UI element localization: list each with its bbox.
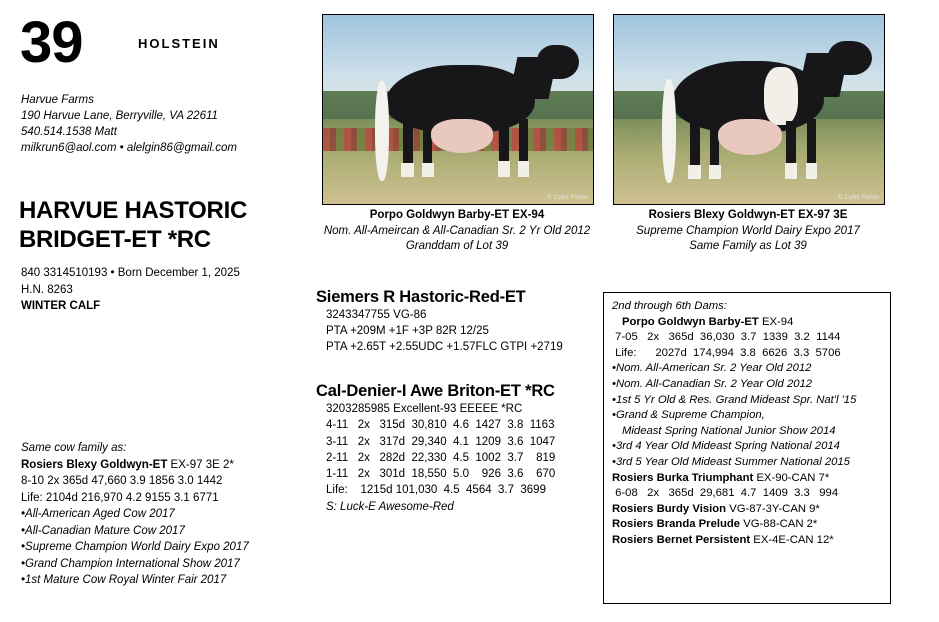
caption-name: Rosiers Blexy Goldwyn-ET EX-97 3E: [648, 209, 848, 221]
dam-entry-name-text: Porpo Goldwyn Barby-ET: [622, 315, 759, 328]
dams-box-header: 2nd through 6th Dams:: [612, 300, 727, 312]
dam-entry: [612, 315, 882, 471]
cow-white-marking: [785, 163, 797, 179]
caption-line2: Supreme Champion World Dairy Expo 2017: [636, 224, 860, 237]
dam-entry-bullet: •1st 5 Yr Old & Res. Grand Mideast Spr. Nat'l '15: [612, 393, 857, 406]
animal-name: [19, 196, 247, 254]
dam-id-line: 3203285985 Excellent-93 EEEEE *RC: [326, 403, 523, 415]
animal-name-line2: BRIDGET-ET *RC: [19, 226, 211, 253]
cow-head: [828, 41, 872, 75]
dam-entry-bullet: Mideast Spring National Junior Show 2014: [622, 424, 836, 437]
cow-white-marking: [688, 165, 701, 179]
caption-line3: Same Family as Lot 39: [689, 240, 807, 252]
photo-caption-family: [606, 208, 890, 255]
cow-tail: [662, 79, 676, 183]
record-row: 8-10 2x 365d 47,660 3.9 1856 3.0 1442: [21, 475, 223, 487]
breed-label: HOLSTEIN: [138, 36, 220, 51]
same-family-header: Same cow family as:: [21, 442, 127, 454]
dam-entry-record: 6-08 2x 365d 29,681 4.7 1409 3.3 994: [612, 487, 839, 500]
lot-number: 39: [20, 10, 83, 75]
caption-name: Porpo Goldwyn Barby-ET EX-94: [369, 209, 545, 221]
dam-entry-bullet: •Nom. All-American Sr. 2 Year Old 2012: [612, 362, 812, 375]
sire-detail-line: PTA +209M +1F +3P 82R 12/25: [326, 325, 489, 337]
same-family-bullets: [21, 506, 311, 589]
photo-credit: © Cybil Fisher: [547, 195, 589, 201]
dam-entry-suffix: EX-90-CAN 7*: [753, 471, 830, 484]
cow-white-marking: [498, 161, 510, 177]
animal-name-line1: HARVUE HASTORIC: [19, 197, 247, 224]
consignor-phone: 540.514.1538 Matt: [21, 126, 117, 138]
bullet-item: •Supreme Champion World Dairy Expo 2017: [21, 541, 249, 553]
caption-line3: Granddam of Lot 39: [405, 240, 509, 252]
dam-entry-suffix: VG-87-3Y-CAN 9*: [726, 502, 820, 515]
bullet-item: •Grand Champion International Show 2017: [21, 557, 240, 570]
dam-record-row: 4-11 2x 315d 30,810 4.6 1427 3.8 1163: [326, 419, 555, 432]
dam-entry-suffix: EX-4E-CAN 12*: [750, 533, 834, 546]
dam-entry-name: [612, 471, 882, 487]
dam-entry-bullet: •3rd 4 Year Old Mideast Spring National 2014: [612, 440, 840, 453]
dam-entry-bullet: •3rd 5 Year Old Mideast Summer National 2015: [612, 455, 850, 468]
cow-photo-family: [613, 14, 885, 205]
sire-details: [316, 307, 586, 355]
photo-credit: © Cybil Fisher: [838, 195, 880, 201]
cow-head: [537, 45, 579, 79]
dam-entry-name-text: Rosiers Bernet Persistent: [612, 533, 751, 546]
dam-entry-bullet: •Nom. All-Canadian Sr. 2 Year Old 2012: [612, 377, 813, 390]
consignor-address: 190 Harvue Lane, Berryville, VA 22611: [21, 110, 218, 122]
photo-caption-granddam: [315, 208, 599, 255]
bullet-item: •All-American Aged Cow 2017: [21, 508, 175, 520]
same-family-records: [21, 473, 311, 506]
cow-white-marking: [518, 161, 529, 177]
dam-entry-suffix: VG-88-CAN 2*: [740, 518, 818, 531]
dam-entry: [612, 471, 882, 502]
animal-registration: 840 3314510193 • Born December 1, 2025: [21, 267, 240, 279]
dam-record-row: 1-11 2x 301d 18,550 5.0 926 3.6 670: [326, 468, 556, 481]
cow-white-marking: [401, 163, 414, 177]
dam-entry-name: [612, 533, 882, 549]
sire-block: [316, 288, 586, 355]
consignor-farm: Harvue Farms: [21, 94, 94, 106]
sire-name: Siemers R Hastoric-Red-ET: [316, 288, 526, 306]
dam-entry-bullet: •Grand & Supreme Champion,: [612, 409, 765, 422]
consignor-block: [21, 92, 237, 156]
cow-udder: [431, 119, 493, 153]
dam-block: [316, 382, 596, 515]
cow-white-marking: [764, 67, 798, 125]
consignor-emails: milkrun6@aol.com • alelgin86@gmail.com: [21, 142, 237, 154]
cow-photo-granddam: [322, 14, 594, 205]
ancestor-dams-box: [603, 292, 891, 604]
same-family-name-suffix: EX-97 3E 2*: [167, 458, 234, 471]
caption-line2: Nom. All-Ameircan & All-Canadian Sr. 2 Yr Old 2012: [323, 224, 591, 237]
dam-entry-name: [612, 517, 882, 533]
dam-entry-name-text: Rosiers Branda Prelude: [612, 518, 741, 531]
bullet-item: •1st Mature Cow Royal Winter Fair 2017: [21, 574, 227, 586]
dam-record-row: Life: 1215d 101,030 4.5 4564 3.7 3699: [326, 484, 546, 497]
dam-entry-record: Life: 2027d 174,994 3.8 6626 3.3 5706: [612, 346, 841, 359]
animal-hn: H.N. 8263: [21, 284, 73, 296]
cow-white-marking: [422, 163, 434, 177]
dam-record-row: 3-11 2x 317d 29,340 4.1 1209 3.6 1047: [326, 435, 556, 448]
cow-udder: [718, 119, 782, 155]
dam-entry-name: [612, 502, 882, 518]
sire-detail-line: PTA +2.65T +2.55UDC +1.57FLC GTPI +2719: [326, 341, 563, 353]
same-family-name-text: Rosiers Blexy Goldwyn-ET: [21, 458, 168, 471]
dam-name: Cal-Denier-I Awe Briton-ET *RC: [316, 382, 555, 400]
animal-class: WINTER CALF: [21, 300, 101, 312]
cow-white-marking: [709, 165, 721, 179]
dam-entry-name: [612, 315, 882, 331]
dam-entry-suffix: EX-94: [758, 315, 794, 328]
cow-tail: [375, 81, 389, 181]
dam-sire-line: S: Luck-E Awesome-Red: [326, 500, 454, 513]
dam-record-row: 2-11 2x 282d 22,330 4.5 1002 3.7 819: [326, 451, 556, 464]
dam-details: [316, 401, 596, 515]
record-row: Life: 2104d 216,970 4.2 9155 3.1 6771: [21, 491, 219, 504]
cow-white-marking: [806, 163, 817, 179]
same-cow-family-block: [21, 440, 311, 589]
bullet-item: •All-Canadian Mature Cow 2017: [21, 524, 185, 537]
dam-entry-name-text: Rosiers Burka Triumphant: [612, 471, 754, 484]
same-family-name: [21, 457, 311, 474]
sire-detail-line: 3243347755 VG-86: [326, 309, 427, 321]
dam-entry-record: 7-05 2x 365d 36,030 3.7 1339 3.2 1144: [612, 331, 841, 344]
dam-entry-name-text: Rosiers Burdy Vision: [612, 502, 727, 515]
